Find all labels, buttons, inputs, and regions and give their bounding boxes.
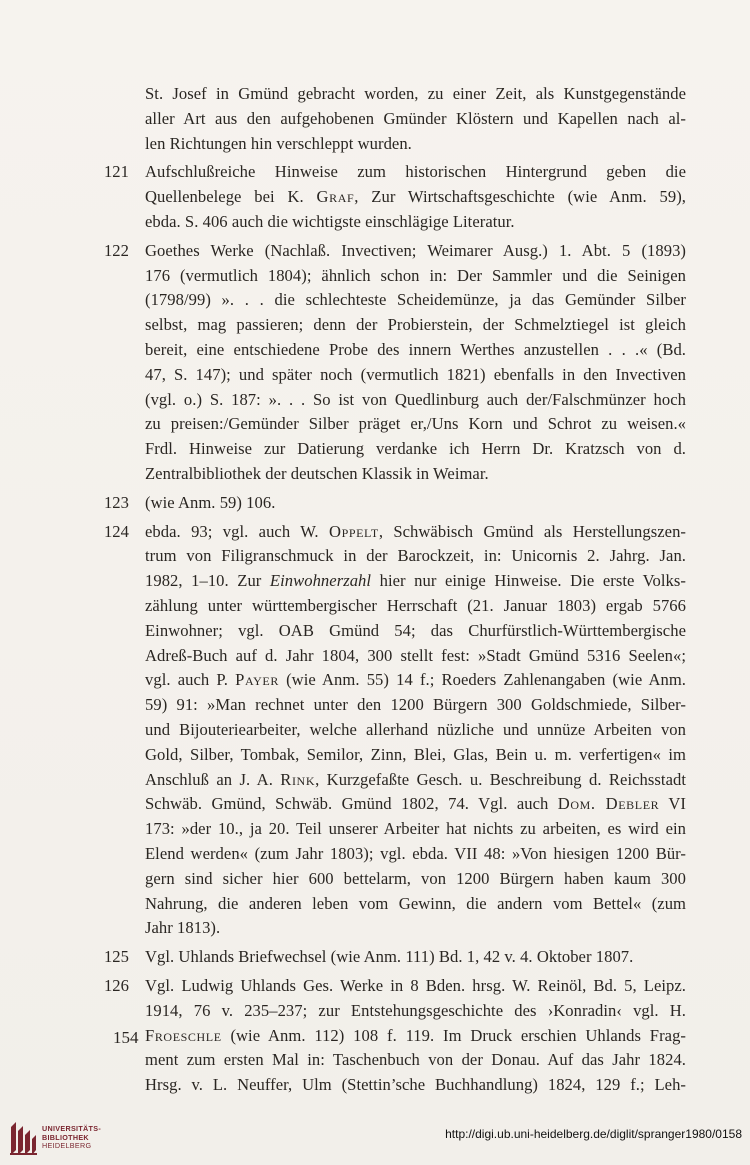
footnote-line: (1798/99) ». . . die schlechteste Scheidemünze, ja das Gemünder Silber (145, 290, 686, 310)
footnote-line: gern sind sicher hier 600 bettelarm, von 1200 Bürgern haben kaum 300 (145, 868, 686, 888)
footnote-line: Aufschlußreiche Hinweise zum historischen Hintergrund geben die (145, 162, 686, 182)
page-number: 154 (113, 1028, 139, 1047)
footnote-line: 1914, 76 v. 235–237; zur Entstehungsgeschichte des ›Konradin‹ vgl. H. (145, 1000, 686, 1020)
footnote-line: 59) 91: »Man rechnet unter den 1200 Bürgern 300 Goldschmiede, Silber- (145, 695, 686, 715)
footnote-line: Jahr 1813). (145, 918, 221, 938)
footnote-line: (wie Anm. 59) 106. (145, 492, 276, 512)
footnote-number: 126 (104, 976, 129, 995)
footnote-line: ment zum ersten Mal in: Taschenbuch von der Donau. Auf das Jahr 1824. (145, 1050, 686, 1070)
footnote-number: 123 (104, 492, 129, 512)
footnote-number: 124 (104, 521, 129, 541)
footnote-line: zählung unter württembergischer Herrschaft (21. Januar 1803) ergab 5766 (145, 596, 686, 615)
footnote-line: Hrsg. v. L. Neuffer, Ulm (Stettin’sche Buchhandlung) 1824, 129 f.; Leh- (145, 1075, 686, 1095)
footnote-line: len Richtungen hin verschleppt wurden. (145, 133, 412, 153)
footnote-line: bereit, eine entschiedene Probe des innern Werthes anzustellen . . .« (Bd. (145, 340, 686, 359)
library-name-line2: BIBLIOTHEK (42, 1132, 89, 1142)
footnote-line: 176 (vermutlich 1804); ähnlich schon in: Der Sammler und die Seinigen (145, 265, 686, 285)
source-url-link[interactable]: http://digi.ub.uni-heidelberg.de/diglit/spranger1980/0158 (445, 1127, 742, 1141)
footnote-line: Zentralbibliothek der deutschen Klassik in Weimar. (145, 464, 489, 483)
library-name-line3: HEIDELBERG (42, 1141, 92, 1151)
digitization-footer (0, 1112, 750, 1165)
footnote-line: 47, S. 147); und später noch (vermutlich 1821) ebenfalls in den Invectiven (145, 364, 686, 384)
footnote-number: 122 (104, 240, 129, 260)
footnote-number: 125 (104, 947, 129, 967)
footnote-line: St. Josef in Gmünd gebracht worden, zu einer Zeit, als Kunstgegenstände (145, 84, 686, 103)
footnote-line: und Bijouteriearbeiter, welche allerhand nüzliche und unnüze Arbeiten von (145, 720, 686, 739)
footnote-line: Goethes Werke (Nachlaß. Invectiven; Weimarer Ausg.) 1. Abt. 5 (1893) (145, 240, 686, 260)
footnote-line: Anschluß an J. A. Rink, Kurzgefaßte Gesch. u. Beschreibung d. Reichsstadt (145, 769, 686, 789)
footnote-line: trum von Filigranschmuck in der Barockzeit, in: Unicornis 2. Jahrg. Jan. (145, 546, 686, 566)
footnote-line: Frdl. Hinweise zur Datierung verdanke ich Herrn Dr. Kratzsch von d. (145, 439, 686, 459)
footnote-line: Adreß-Buch auf d. Jahr 1804, 300 stellt fest: »Stadt Gmünd 5316 Seelen«; (145, 645, 686, 665)
footnote-line: ebda. 93; vgl. auch W. Oppelt, Schwäbisch Gmünd als Herstellungszen- (145, 521, 687, 541)
footnote-line: Einwohner; vgl. OAB Gmünd 54; das Churfürstlich-Württembergische (145, 620, 686, 640)
footnote-line: (vgl. o.) S. 187: ». . . So ist von Quedlinburg auch der/Falschmünzer hoch (145, 389, 686, 409)
footnote-line: Nahrung, die anderen leben vom Gewinn, die andern vom Bettel« (zum (145, 893, 686, 913)
footnote-line: 173: »der 10., ja 20. Teil unserer Arbeiter hat nichts zu arbeiten, es wird ein (145, 819, 686, 839)
footnote-line: zu preisen:/Gemünder Silber präget er,/Uns Korn und Schrot zu weisen.« (145, 414, 686, 434)
library-name-line1: UNIVERSITÄTS- (42, 1124, 102, 1133)
library-name (42, 1125, 101, 1151)
footnote-line: aller Art aus den aufgehobenen Gmünder Klöstern und Kapellen nach al- (145, 108, 686, 128)
footnote-line: Gold, Silber, Tombak, Semilor, Zinn, Blei, Glas, Bein u. m. verfertigen« im (145, 744, 686, 764)
footnote-line: Quellenbelege bei K. Graf, Zur Wirtschaftsgeschichte (wie Anm. 59), (145, 187, 686, 207)
footnote-line: Schwäb. Gmünd, Schwäb. Gmünd 1802, 74. Vgl. auch Dom. Debler VI (145, 794, 687, 814)
footnote-line: ebda. S. 406 auch die wichtigste einschlägige Literatur. (145, 212, 515, 231)
footnote-number: 121 (104, 162, 129, 182)
footnote-line: vgl. auch P. Payer (wie Anm. 55) 14 f.; Roeders Zahlenangaben (wie Anm. (145, 670, 686, 690)
footnote-line: Vgl. Uhlands Briefwechsel (wie Anm. 111) Bd. 1, 42 v. 4. Oktober 1807. (145, 947, 634, 967)
library-logo-icon (8, 1119, 38, 1157)
footnote-line: 1982, 1–10. Zur Einwohnerzahl hier nur einige Hinweise. Die erste Volks- (145, 571, 686, 591)
footnote-line: Elend werden« (zum Jahr 1803); vgl. ebda. VII 48: »Von hiesigen 1200 Bür- (145, 844, 686, 863)
footnote-line: Froeschle (wie Anm. 112) 108 f. 119. Im Druck erschien Uhlands Frag- (145, 1025, 686, 1045)
footnote-line: Vgl. Ludwig Uhlands Ges. Werke in 8 Bden. hrsg. W. Reinöl, Bd. 5, Leipz. (145, 976, 686, 995)
footnote-line: selbst, mag passieren; denn der Probierstein, der Schmelztiegel ist gleich (145, 315, 686, 335)
